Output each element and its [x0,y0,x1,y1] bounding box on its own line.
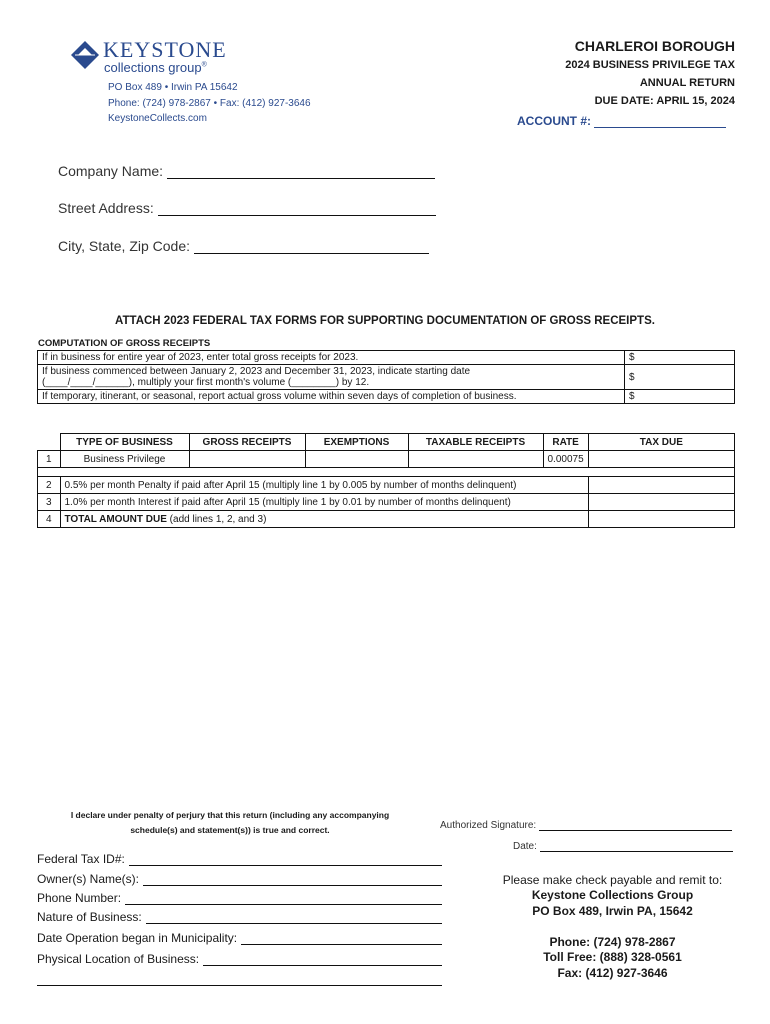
declaration-line2: schedule(s) and statement(s)) is true and correct. [130,825,330,835]
federal-tax-id-field[interactable] [37,852,442,866]
street-address-label: Street Address: [58,200,154,216]
account-input[interactable] [594,127,726,128]
date-label: Date: [513,841,537,852]
physical-location-label: Physical Location of Business: [37,952,200,966]
declaration-line1: I declare under penalty of perjury that this return (including any accompanying [70,810,390,820]
phone-input[interactable] [125,891,442,905]
nature-of-business-label: Nature of Business: [37,910,142,924]
physical-location-extra-line[interactable] [37,984,442,986]
phone-field[interactable] [37,891,442,905]
gross-receipts-input[interactable] [189,451,305,468]
date-field[interactable] [513,841,733,852]
federal-tax-id-input[interactable] [129,852,442,866]
owners-input[interactable] [143,872,442,886]
gross-row-amount[interactable]: $ [625,390,735,404]
page-title: CHARLEROI BOROUGH [574,38,735,54]
company-name-input[interactable] [167,164,435,179]
spacer-row [38,468,735,477]
table-row [38,351,735,365]
gross-receipts-table [37,350,735,404]
sender-phone: Phone: (724) 978-2867 • Fax: (412) 927-3646 [108,98,311,109]
date-began-label: Date Operation began in Municipality: [37,931,238,945]
tax-due-input[interactable] [588,451,734,468]
form-type: ANNUAL RETURN [639,77,735,89]
gross-row-amount[interactable]: $ [625,351,735,365]
line-number: 1 [38,451,61,468]
street-address-input[interactable] [158,201,436,216]
account-number-field[interactable] [517,114,726,128]
date-input[interactable] [540,841,733,852]
attach-notice: ATTACH 2023 FEDERAL TAX FORMS FOR SUPPORTING DOCUMENTATION OF GROSS RECEIPTS. [115,315,655,327]
col-tax-due: TAX DUE [588,434,734,451]
table-row [38,390,735,404]
date-began-input[interactable] [241,931,442,945]
line-number: 2 [38,477,61,494]
gross-row-text: If temporary, itinerant, or seasonal, report actual gross volume within seven days of completion of business. [38,390,625,404]
physical-location-input[interactable] [203,952,442,966]
company-name-field[interactable] [58,163,435,179]
physical-location-field[interactable] [37,952,442,966]
signature-label: Authorized Signature: [440,820,537,831]
col-exemptions: EXEMPTIONS [305,434,408,451]
sender-website: KeystoneCollects.com [108,113,207,124]
remit-phone: Phone: (724) 978-2867 [549,935,676,949]
table-row [38,451,735,468]
sender-address: PO Box 489 • Irwin PA 15642 [108,82,238,93]
owners-label: Owner(s) Name(s): [37,872,140,886]
remit-intro: Please make check payable and remit to: [502,873,723,887]
company-name-label: Company Name: [58,163,164,179]
gross-receipts-title: COMPUTATION OF GROSS RECEIPTS [38,338,211,349]
interest-amount-input[interactable] [588,494,734,511]
keystone-logo-icon [70,40,100,70]
table-row [38,477,735,494]
remit-address: PO Box 489, Irwin PA, 15642 [532,904,693,918]
remit-fax: Fax: (412) 927-3646 [557,966,668,980]
total-amount-input[interactable] [588,511,734,528]
total-line-text: TOTAL AMOUNT DUE (add lines 1, 2, and 3) [60,511,588,528]
due-date: DUE DATE: APRIL 15, 2024 [594,95,735,107]
gross-row-text: If in business for entire year of 2023, enter total gross receipts for 2023. [38,351,625,365]
signature-field[interactable] [440,820,732,831]
gross-row-amount[interactable]: $ [625,365,735,390]
city-state-zip-label: City, State, Zip Code: [58,238,191,254]
logo-subtitle: collections group® [104,60,207,75]
owners-field[interactable] [37,872,442,886]
penalty-line-text: 0.5% per month Penalty if paid after April 15 (multiply line 1 by 0.005 by number of months delinquent) [60,477,588,494]
col-taxable: TAXABLE RECEIPTS [408,434,543,451]
remit-name: Keystone Collections Group [531,888,694,902]
nature-of-business-input[interactable] [146,910,442,924]
col-rate: RATE [543,434,588,451]
col-type: TYPE OF BUSINESS [60,434,189,451]
table-row [38,494,735,511]
account-label: ACCOUNT #: [517,114,591,128]
city-state-zip-field[interactable] [58,238,429,254]
line-number: 4 [38,511,61,528]
date-began-field[interactable] [37,931,442,945]
penalty-amount-input[interactable] [588,477,734,494]
rate-value: 0.00075 [543,451,588,468]
col-gross: GROSS RECEIPTS [189,434,305,451]
street-address-field[interactable] [58,200,436,216]
business-type: Business Privilege [60,451,189,468]
phone-label: Phone Number: [37,891,122,905]
table-row [38,511,735,528]
city-state-zip-input[interactable] [194,239,429,254]
federal-tax-id-label: Federal Tax ID#: [37,852,125,866]
remit-tollfree: Toll Free: (888) 328-0561 [543,950,682,964]
signature-input[interactable] [539,820,732,831]
table-row [38,365,735,390]
line-number: 3 [38,494,61,511]
logo-wordmark: KEYSTONE [103,37,227,62]
exemptions-input[interactable] [305,451,408,468]
nature-of-business-field[interactable] [37,910,442,924]
table-header-row [38,434,735,451]
form-subtitle: 2024 BUSINESS PRIVILEGE TAX [565,59,735,71]
tax-table [37,433,735,528]
interest-line-text: 1.0% per month Interest if paid after April 15 (multiply line 1 by 0.01 by number of months delinquent) [60,494,588,511]
gross-row-text: If business commenced between January 2, 2023 and December 31, 2023, indicate starting date (____/____/______), multiply your first month's volume (________) by 12. [38,365,625,390]
taxable-receipts-input[interactable] [408,451,543,468]
